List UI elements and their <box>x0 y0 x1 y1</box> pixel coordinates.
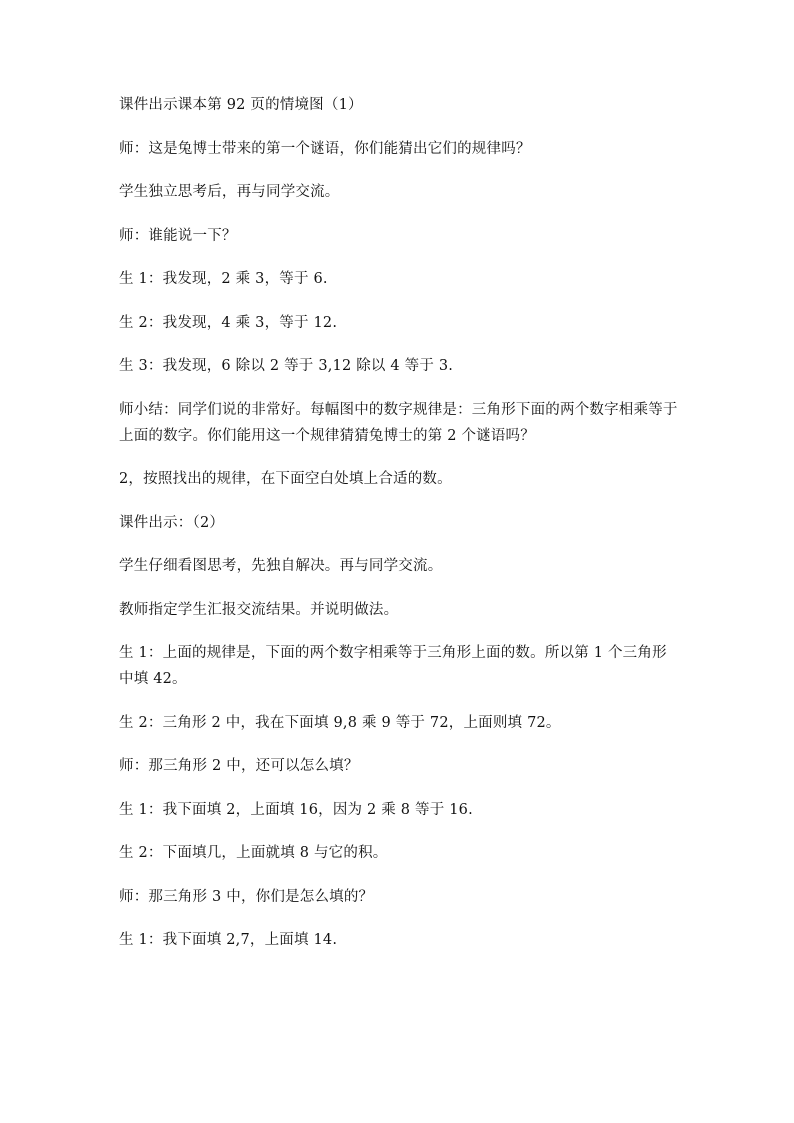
paragraph: 生 2：三角形 2 中，我在下面填 9,8 乘 9 等于 72，上面则填 72。 <box>119 714 561 731</box>
paragraph: 师：那三角形 2 中，还可以怎么填？ <box>119 758 359 774</box>
paragraph: 生 1：上面的规律是，下面的两个数字相乘等于三角形上面的数。所以第 1 个三角形中填 42。 <box>119 645 667 687</box>
paragraph: 学生仔细看图思考，先独自解决。再与同学交流。 <box>119 558 443 574</box>
paragraph: 教师指定学生汇报交流结果。并说明做法。 <box>119 601 399 618</box>
paragraph: 课件出示：（2） <box>119 514 225 531</box>
paragraph: 2，按照找出的规律，在下面空白处填上合适的数。 <box>119 471 452 487</box>
paragraph: 生 2：下面填几，上面就填 8 与它的积。 <box>119 845 388 861</box>
paragraph: 生 1：我下面填 2,7，上面填 14. <box>119 932 338 948</box>
paragraph: 师：谁能说一下？ <box>119 227 237 244</box>
paragraph: 生 1：我下面填 2，上面填 16，因为 2 乘 8 等于 16. <box>119 801 473 818</box>
paragraph: 生 1：我发现，2 乘 3，等于 6. <box>119 271 328 287</box>
paragraph: 师：那三角形 3 中，你们是怎么填的？ <box>119 888 374 905</box>
paragraph: 生 2：我发现，4 乘 3，等于 12. <box>119 314 338 331</box>
paragraph: 师：这是兔博士带来的第一个谜语，你们能猜出它们的规律吗？ <box>119 140 531 157</box>
paragraph: 课件出示课本第 92 页的情境图（1） <box>119 97 363 113</box>
paragraph: 生 3：我发现，6 除以 2 等于 3,12 除以 4 等于 3. <box>119 358 454 374</box>
document-body <box>119 92 679 971</box>
paragraph: 学生独立思考后，再与同学交流。 <box>119 184 340 200</box>
paragraph: 师小结：同学们说的非常好。每幅图中的数字规律是：三角形下面的两个数字相乘等于上面的数字。你们能用这一个规律猜猜兔博士的第 2 个谜语吗？ <box>119 401 678 444</box>
